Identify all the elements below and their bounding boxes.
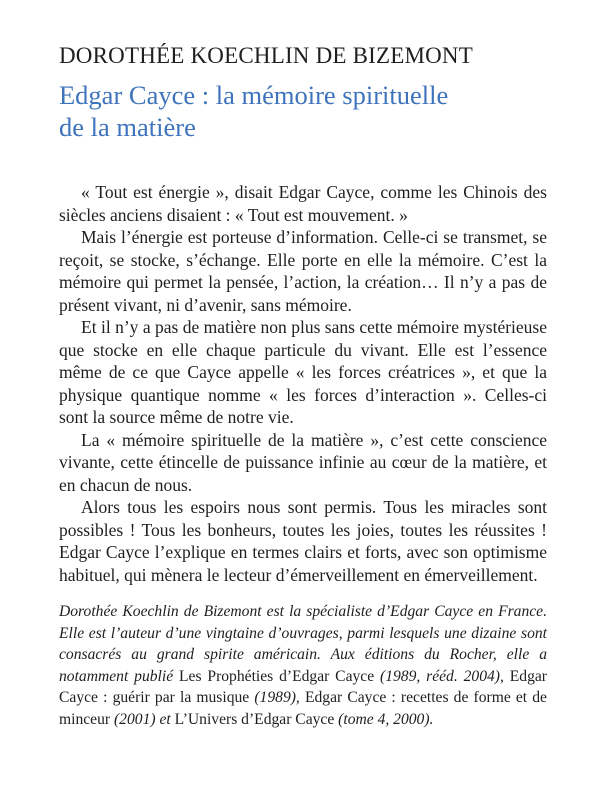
bio-year-3: (2001) et <box>110 710 175 728</box>
title-line-2: de la matière <box>59 112 196 142</box>
bio-year-4: (tome 4, 2000). <box>334 710 434 728</box>
bio-book-4: L’Univers d’Edgar Cayce <box>174 710 335 728</box>
blurb-paragraph-4: La « mémoire spirituelle de la matière », c’est cette conscience vivante, cette étincelle de puissance infinie au cœur de la matière, et en chacun de nous. <box>59 429 547 495</box>
title-line-1: Edgar Cayce : la mémoire spirituelle <box>59 80 449 110</box>
author-name: DOROTHÉE KOECHLIN DE BIZEMONT <box>59 43 473 68</box>
bio-year-1: (1989, rééd. 2004), <box>374 667 510 685</box>
bio-year-2: (1989), <box>249 689 305 707</box>
bio-book-2: Edgar Cayce : guérir par la musique <box>59 667 547 707</box>
book-title <box>59 79 559 143</box>
blurb-paragraph-3: Et il n’y a pas de matière non plus sans cette mémoire mystérieuse que stocke en elle chaque particule du vivant. Elle est l’essence même de ce que Cayce appelle « les forces créatrices », et que la physique quantique nomme « les forces d’interaction ». Celles-ci sont la source même de notre vie. <box>59 317 547 427</box>
blurb-paragraph-5: Alors tous les espoirs nous sont permis. Tous les miracles sont possibles ! Tous les bonheurs, toutes les joies, toutes les réussites ! Edgar Cayce l’explique en termes clairs et forts, avec son optimisme habituel, qui mènera le lecteur d’émerveillement en émerveillement. <box>59 497 547 585</box>
blurb-paragraph-2: Mais l’énergie est porteuse d’information. Celle-ci se transmet, se reçoit, se stocke, s’échange. Elle porte en elle la mémoire. C’est la mémoire qui permet la pensée, l’action, la création… Il n’y a pas de présent vivant, ni d’avenir, sans mémoire. <box>59 227 547 315</box>
blurb-paragraph-1: « Tout est énergie », disait Edgar Cayce, comme les Chinois des siècles anciens disaient : « Tout est mouvement. » <box>59 182 547 225</box>
blurb-text <box>59 181 547 586</box>
bio-book-1: Les Prophéties d’Edgar Cayce <box>179 667 375 685</box>
author-biography <box>59 601 547 731</box>
bio-intro: Dorothée Koechlin de Bizemont est la spécialiste d’Edgar Cayce en France. Elle est l’auteur d’une vingtaine d’ouvrages, parmi lesquels une dizaine sont consacrés au grand spirite américain. Aux éditions du Rocher, elle a notamment publié <box>59 603 547 685</box>
bio-book-3: Edgar Cayce : recettes de forme et de minceur <box>59 689 547 728</box>
